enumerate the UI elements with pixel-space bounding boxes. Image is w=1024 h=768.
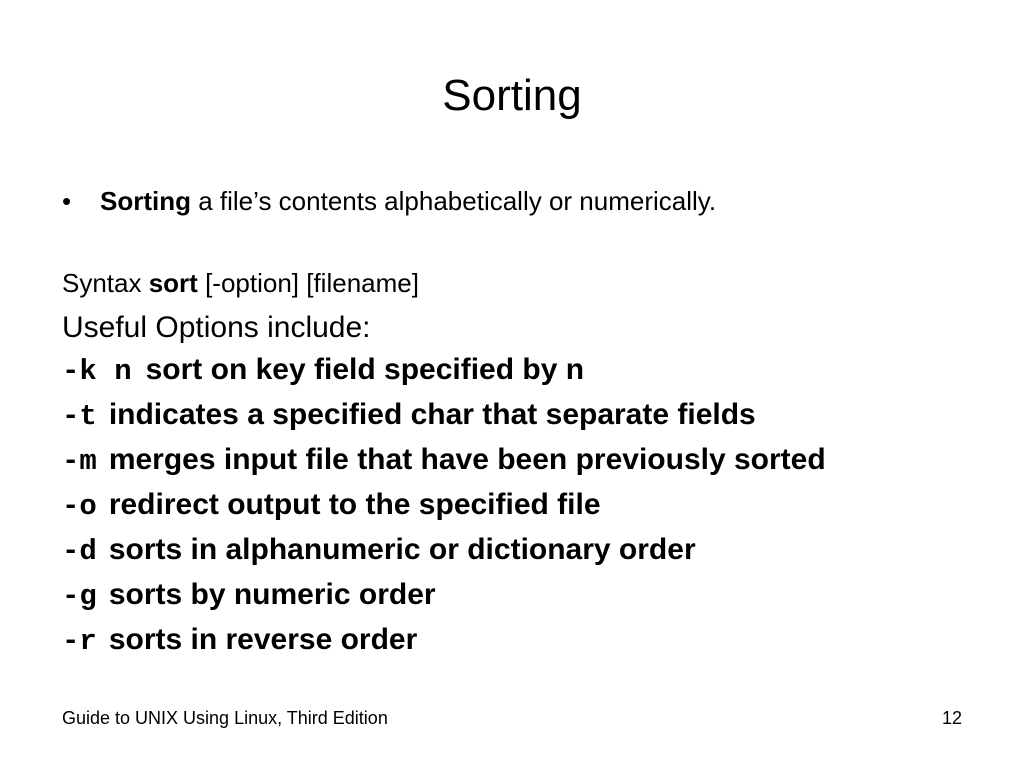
syntax-line <box>62 266 419 300</box>
option-description: sorts in alphanumeric or dictionary order <box>108 533 696 566</box>
option-description: merges input file that have been previously sorted <box>108 443 826 476</box>
option-flag: -k n <box>62 355 132 388</box>
option-description: sorts in reverse order <box>108 623 418 656</box>
option-row-k <box>62 352 584 390</box>
option-flag: -m <box>62 445 97 478</box>
page-number: 12 <box>941 708 962 728</box>
syntax-command: sort <box>148 268 198 298</box>
option-description: sorts by numeric order <box>108 578 436 611</box>
bullet-text: a file’s contents alphabetically or numerically. <box>191 186 717 216</box>
option-row-o <box>62 487 601 525</box>
option-row-t <box>62 397 756 435</box>
options-heading: Useful Options include: <box>62 311 371 344</box>
option-flag: -r <box>62 625 97 658</box>
option-description: indicates a specified char that separate fields <box>108 398 756 431</box>
option-description: sort on key field specified by n <box>145 353 585 386</box>
option-row-d <box>62 532 696 570</box>
bullet-marker: • <box>62 186 72 216</box>
option-description: redirect output to the specified file <box>108 488 601 521</box>
bullet-item <box>62 184 716 218</box>
footer-source: Guide to UNIX Using Linux, Third Edition <box>62 708 388 728</box>
bullet-term: Sorting <box>100 186 191 216</box>
option-flag: -t <box>62 400 97 433</box>
option-flag: -g <box>62 580 97 613</box>
option-row-m <box>62 442 826 480</box>
option-flag: -o <box>62 490 97 523</box>
syntax-args: [-option] [filename] <box>197 268 419 298</box>
option-flag: -d <box>62 535 97 568</box>
option-row-g <box>62 577 436 615</box>
option-row-r <box>62 622 417 660</box>
slide-title: Sorting <box>442 71 582 120</box>
syntax-label: Syntax <box>62 268 149 298</box>
